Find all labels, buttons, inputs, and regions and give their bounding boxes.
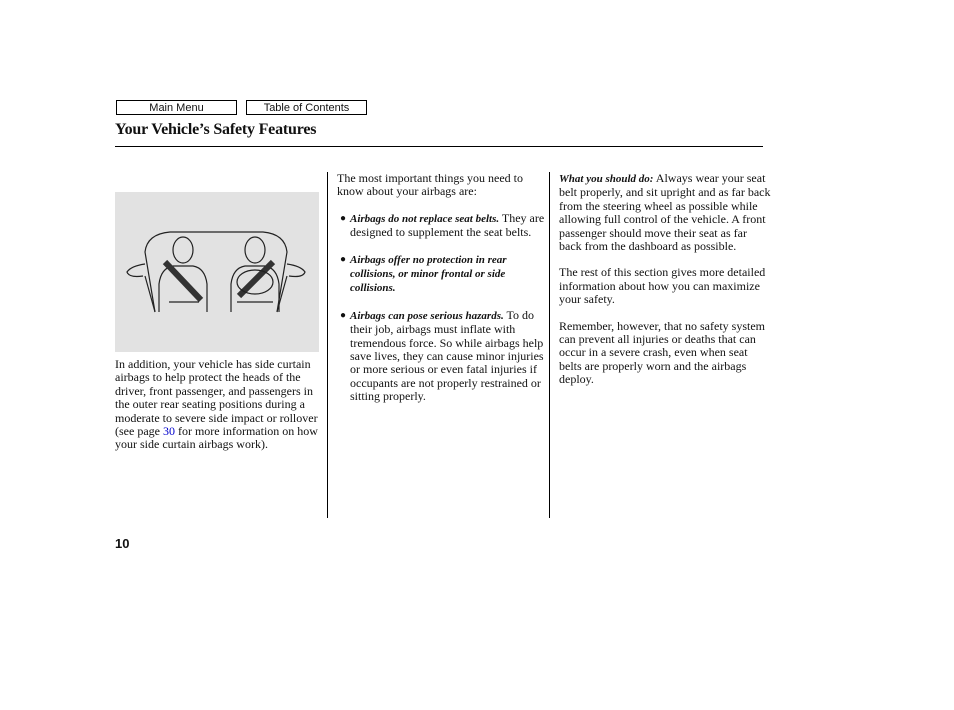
column-divider <box>327 172 328 518</box>
page-30-link[interactable]: 30 <box>162 424 175 439</box>
remember-paragraph: Remember, however, that no safety system can prevent all injuries or deaths that can occur in a severe crash, even when seat belts are properly worn and the airbags deploy. <box>559 318 765 387</box>
left-text-column <box>115 358 325 452</box>
what-you-should-do-paragraph <box>559 172 771 253</box>
page-number: 10 <box>115 536 130 551</box>
list-item <box>337 212 547 240</box>
paragraph-text-end: for more information on how your side curtain airbags work). <box>115 424 318 452</box>
lead-heading: What you should do: <box>559 173 654 185</box>
bullet-icon: ● <box>340 212 347 224</box>
middle-text-column <box>337 172 547 404</box>
bullet-heading: Airbags can pose serious hazards. <box>350 309 504 322</box>
rest-of-section-paragraph: The rest of this section gives more detailed information about how you can maximize your safety. <box>559 265 766 307</box>
list-item <box>337 253 547 296</box>
bullet-icon: ● <box>340 253 347 265</box>
bullet-body: They are designed to supplement the seat belts. <box>350 210 545 240</box>
list-item <box>337 309 547 404</box>
table-of-contents-button[interactable]: Table of Contents <box>246 100 367 115</box>
seated-occupants-drawing <box>115 192 319 352</box>
airbags-intro: The most important things you need to know about your airbags are: <box>337 171 523 199</box>
bullet-heading: Airbags offer no protection in rear collisions, or minor frontal or side collisions. <box>350 253 507 295</box>
bullet-heading: Airbags do not replace seat belts. <box>350 212 500 225</box>
right-text-column <box>559 172 771 387</box>
column-divider <box>549 172 550 518</box>
lead-body: Always wear your seat belt properly, and sit upright and as far back from the steering wheel as possible while allowing full control of the vehicle. A front passenger should move their seat as far back from the dashboard as possible. <box>559 171 771 254</box>
main-menu-button[interactable]: Main Menu <box>116 100 237 115</box>
bullet-body: To do their job, airbags must inflate with tremendous force. So while airbags help save lives, they can cause minor injuries or more serious or even fatal injuries if occupants are not properly restrained or sitting properly. <box>350 307 544 404</box>
bullet-icon: ● <box>340 309 347 321</box>
page-title: Your Vehicle’s Safety Features <box>115 121 317 138</box>
title-rule <box>115 146 763 147</box>
paragraph-text-start: In addition, your vehicle has side curtain airbags to help protect the heads of the driver, front passenger, and passengers in the outer rear seating positions during a moderate to severe side impact or rollover (see page <box>115 357 318 439</box>
side-curtain-airbags-paragraph <box>115 358 325 452</box>
occupants-seatbelt-illustration <box>115 192 319 352</box>
